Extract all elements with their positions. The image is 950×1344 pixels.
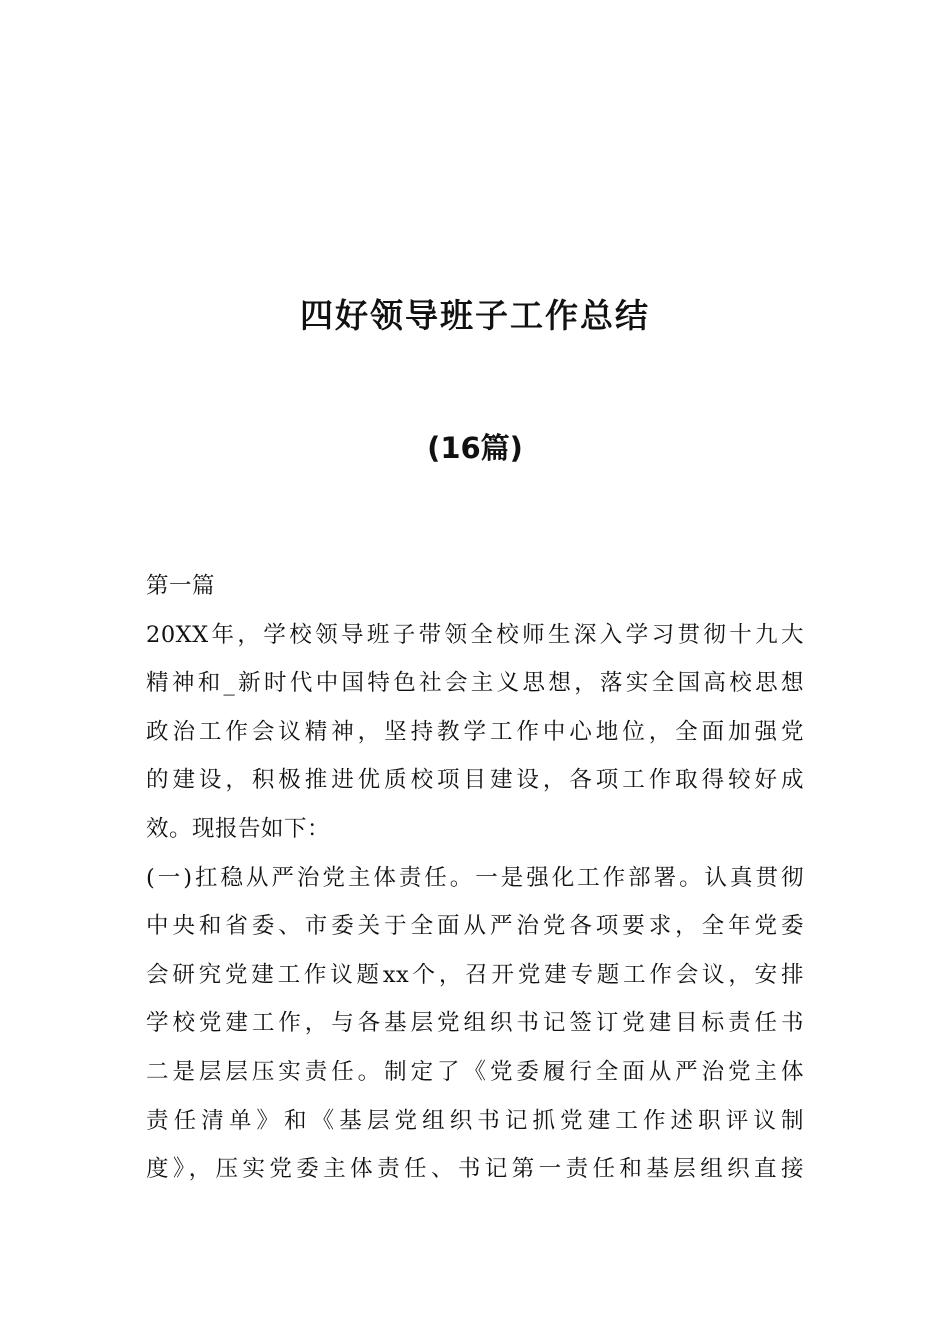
document-title: 四好领导班子工作总结 (300, 296, 650, 335)
body-line: 二是层层压实责任。制定了《党委履行全面从严治党主体 (146, 1058, 804, 1085)
body-line: 中央和省委、市委关于全面从严治党各项要求，全年党委 (146, 913, 804, 940)
body-line: 精神和_新时代中国特色社会主义思想，落实全国高校思想 (146, 670, 804, 697)
body-line: 学校党建工作，与各基层党组织书记签订党建目标责任书 (146, 1010, 804, 1037)
body-line: 20XX年，学校领导班子带领全校师生深入学习贯彻十九大 (146, 621, 804, 648)
body-line: 政治工作会议精神，坚持教学工作中心地位，全面加强党 (146, 718, 804, 745)
body-line: 责任清单》和《基层党组织书记抓党建工作述职评议制 (146, 1107, 804, 1134)
document-subtitle: (16篇) (427, 431, 523, 465)
body-line: 会研究党建工作议题xx个，召开党建专题工作会议，安排 (146, 961, 804, 988)
document-body (146, 562, 804, 1194)
section-heading: 第一篇 (146, 573, 216, 599)
body-line: 效。现报告如下： (146, 815, 331, 842)
body-line: 的建设，积极推进优质校项目建设，各项工作取得较好成 (146, 767, 804, 794)
body-line: 度》，压实党委主体责任、书记第一责任和基层组织直接 (146, 1156, 804, 1183)
body-line: (一)扛稳从严治党主体责任。一是强化工作部署。认真贯彻 (146, 864, 804, 891)
